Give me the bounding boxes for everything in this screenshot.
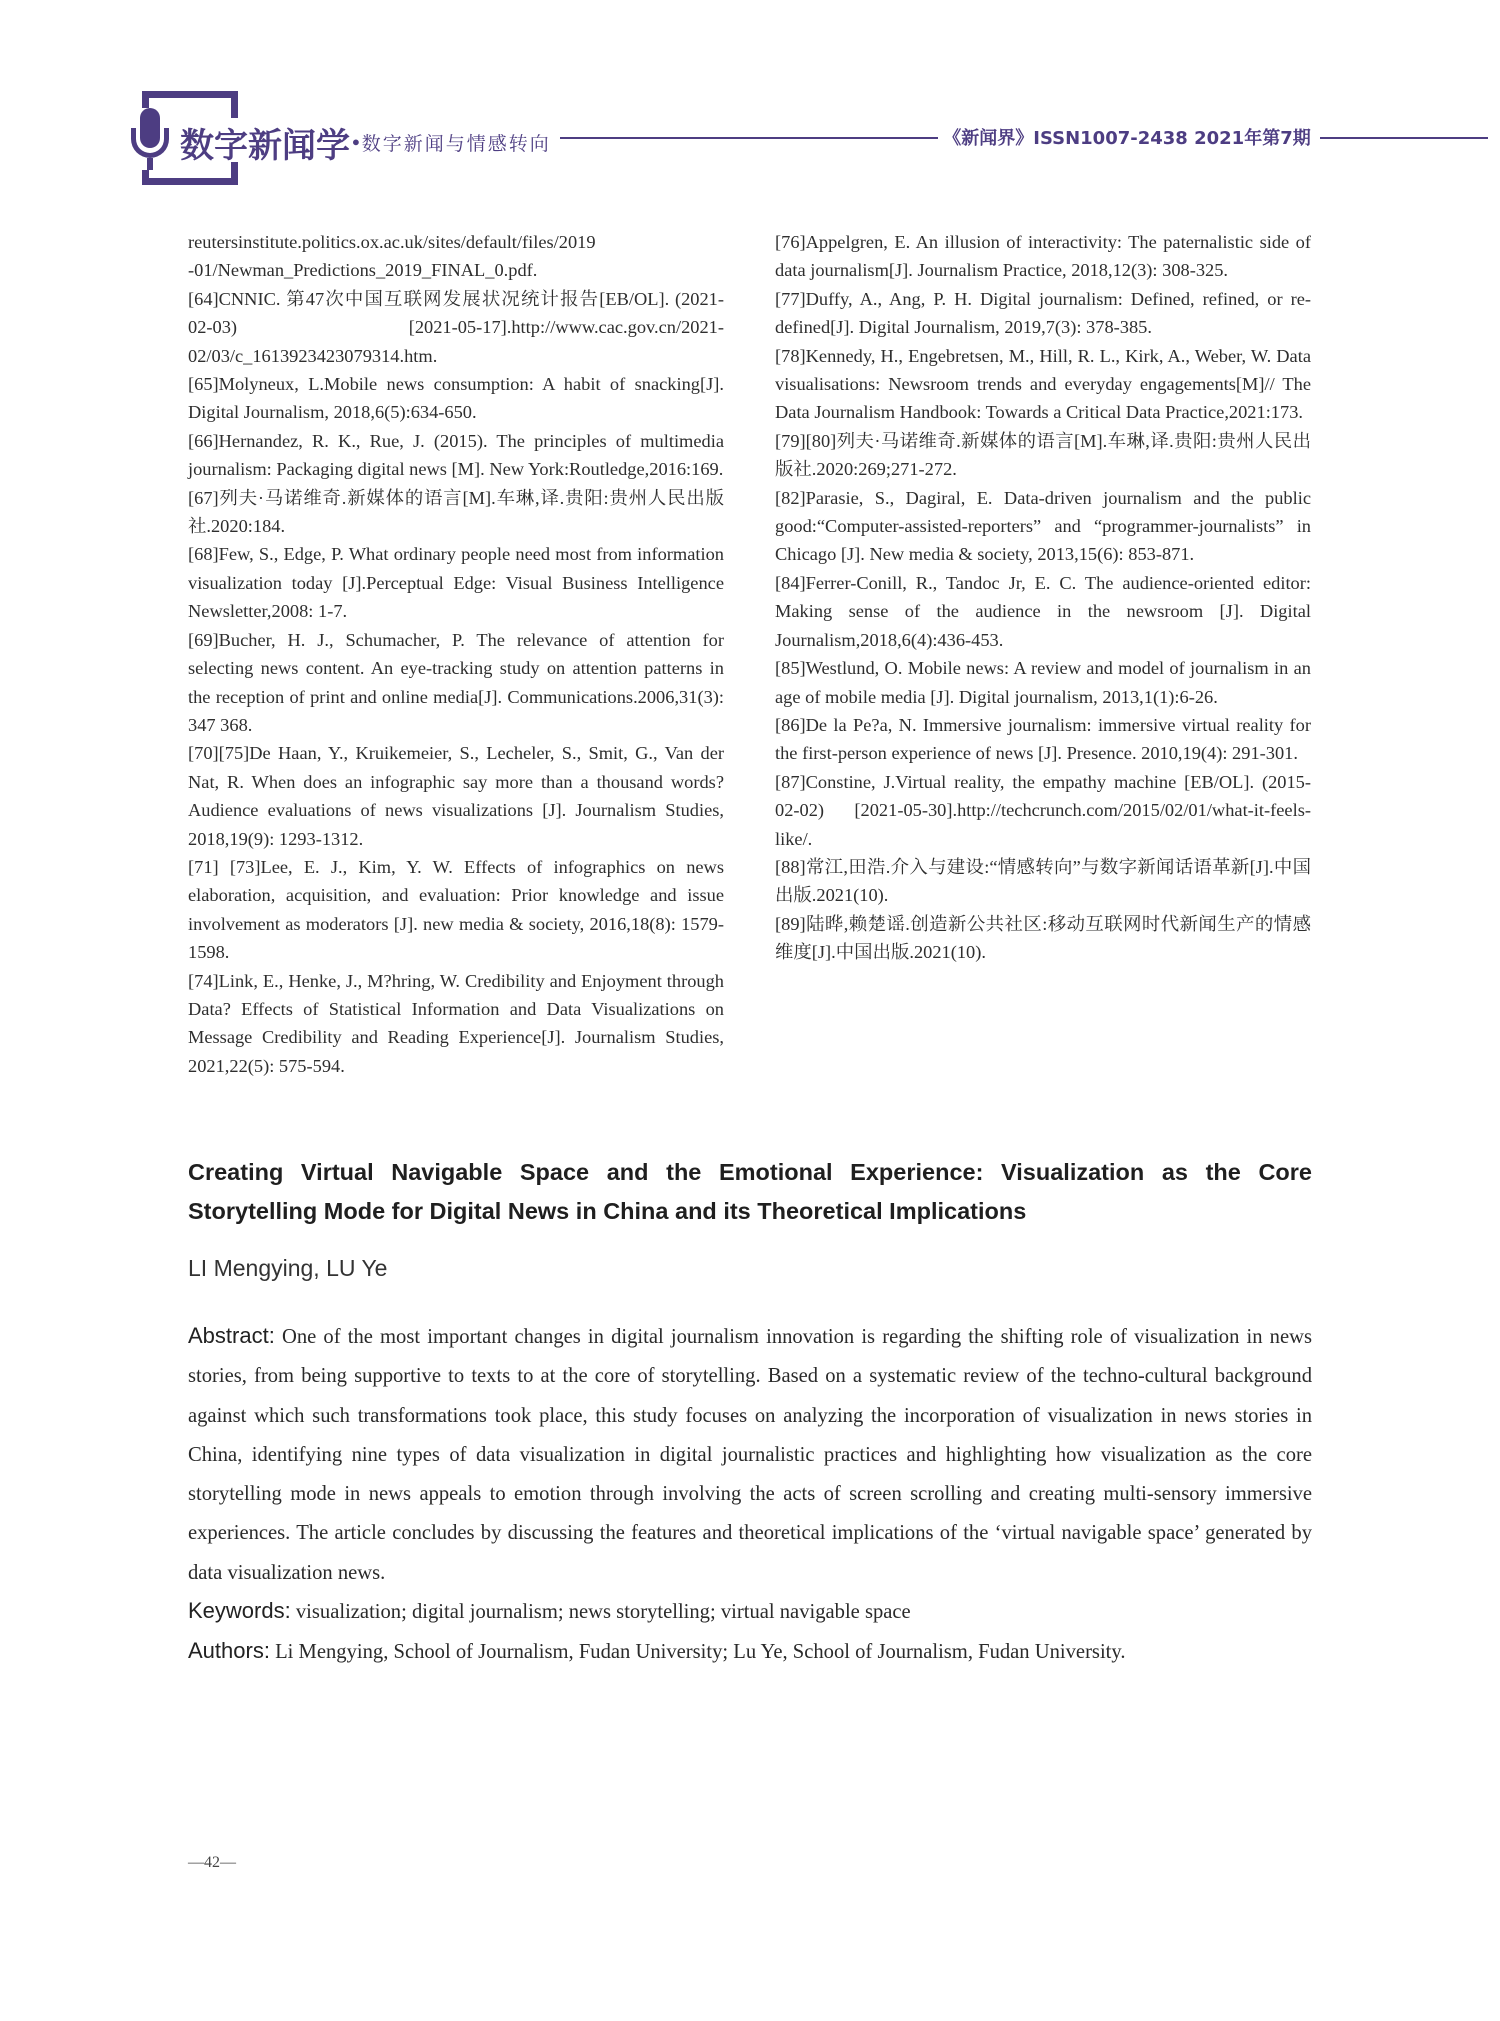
reference-item: [85]Westlund, O. Mobile news: A review and model of journalism in an age of mobile media [J]. Digital journalism, 2013,1(1):6-26. (775, 658, 1311, 707)
english-title: Creating Virtual Navigable Space and the Emotional Experience: Visualization as the Core Storytelling Mode for Digital News in China and its Theoretical Implications (188, 1159, 1312, 1224)
reference-item: [71] [73]Lee, E. J., Kim, Y. W. Effects of infographics on news elaboration, acquisition, and evaluation: Prior knowledge and issue involvement as moderators [J]. new media & society, 2016,18(8): 1579-1598. (188, 856, 724, 963)
keywords-line (188, 1591, 1312, 1632)
microphone-icon (128, 108, 172, 170)
reference-item: [82]Parasie, S., Dagiral, E. Data-driven journalism and the public good:“Computer-assisted-reporters” and “programmer-journalists” in Chicago [J]. New media & society, 2013,15(6): 853-871. (775, 487, 1311, 565)
reference-item: [64]CNNIC. 第47次中国互联网发展状况统计报告[EB/OL]. (2021-02-03) [2021-05-17].http://www.cac.gov.cn/2021-02/03/c_1613923423079314.htm. (188, 288, 724, 366)
keywords-text: visualization; digital journalism; news storytelling; virtual navigable space (295, 1601, 911, 1623)
reference-item: [77]Duffy, A., Ang, P. H. Digital journalism: Defined, refined, or re-defined[J]. Digital Journalism, 2019,7(3): 378-385. (775, 288, 1311, 338)
reference-item: [78]Kennedy, H., Engebretsen, M., Hill, R. L., Kirk, A., Weber, W. Data visualisations: Newsroom trends and everyday engagements[M]// The Data Journalism Handbook: Towards a Critical Data Practice,2021:173. (775, 345, 1311, 423)
reference-item: [79][80]列夫·马诺维奇.新媒体的语言[M].车琳,译.贵阳:贵州人民出版社.2020:269;271-272. (775, 430, 1311, 480)
section-brand: 数字新闻学 (180, 126, 350, 166)
reference-item: [84]Ferrer-Conill, R., Tandoc Jr, E. C. The audience-oriented editor: Making sense of the audience in the newsroom [J]. Digital Journalism,2018,6(4):436-453. (775, 572, 1311, 650)
references-left-column (188, 228, 724, 1080)
journal-info: 《新闻界》ISSN1007-2438 2021年第7期 (943, 128, 1311, 149)
reference-item: [68]Few, S., Edge, P. What ordinary people need most from information visualization today [J].Perceptual Edge: Visual Business Intelligence Newsletter,2008: 1-7. (188, 544, 724, 622)
english-authors: LI Mengying, LU Ye (188, 1255, 388, 1281)
reference-item: reutersinstitute.politics.ox.ac.uk/sites/default/files/2019 -01/Newman_Predictions_2019_FINAL_0.pdf. (188, 232, 596, 281)
reference-item: [87]Constine, J.Virtual reality, the empathy machine [EB/OL]. (2015-02-02) [2021-05-30].http://techcrunch.com/2015/02/01/what-it-feels-like/. (775, 771, 1311, 849)
authors-text: Li Mengying, School of Journalism, Fudan University; Lu Ye, School of Journalism, Fudan University. (275, 1641, 1126, 1663)
reference-item: [67]列夫·马诺维奇.新媒体的语言[M].车琳,译.贵阳:贵州人民出版社.2020:184. (188, 487, 724, 537)
references-right-column (775, 228, 1311, 967)
authors-label: Authors: (188, 1638, 270, 1663)
reference-item: [69]Bucher, H. J., Schumacher, P. The relevance of attention for selecting news content. An eye-tracking study on attention patterns in the reception of print and online media[J]. Communications.2006,31(3): 347 368. (188, 629, 724, 735)
section-dot: • (350, 130, 362, 155)
reference-item: [88]常江,田浩.介入与建设:“情感转向”与数字新闻话语革新[J].中国出版.2021(10). (775, 856, 1311, 906)
keywords-label: Keywords: (188, 1598, 291, 1623)
header-rule-right (1320, 137, 1488, 139)
abstract-paragraph (188, 1316, 1312, 1593)
page-number: —42— (188, 1854, 236, 1871)
section-subtitle: 数字新闻与情感转向 (361, 133, 551, 155)
authors-line (188, 1631, 1312, 1672)
reference-item: [86]De la Pe?a, N. Immersive journalism: immersive virtual reality for the first-person experience of news [J]. Presence. 2010,19(4): 291-301. (775, 714, 1311, 764)
section-title (180, 118, 557, 166)
reference-item: [70][75]De Haan, Y., Kruikemeier, S., Lecheler, S., Smit, G., Van der Nat, R. When does an infographic say more than a thousand words? Audience evaluations of news visualizations [J]. Journalism Studies, 2018,19(9): 1293-1312. (188, 743, 724, 849)
header-rule-left (560, 137, 938, 139)
reference-item: [76]Appelgren, E. An illusion of interactivity: The paternalistic side of data journalism[J]. Journalism Practice, 2018,12(3): 308-325. (775, 232, 1311, 281)
reference-item: [65]Molyneux, L.Mobile news consumption: A habit of snacking[J]. Digital Journalism, 2018,6(5):634-650. (188, 374, 724, 423)
abstract-text: One of the most important changes in digital journalism innovation is regarding the shifting role of visualization in news stories, from being supportive to texts to at the core of storytelling. Based on a systematic review of the techno-cultural background against which such transformations took place, this study focuses on analyzing the incorporation of visualization in news stories in China, identifying nine types of data visualization in digital journalistic practices and highlighting how visualization as the core storytelling mode in news appeals to emotion through involving the acts of screen scrolling and creating multi-sensory immersive experiences. The article concludes by discussing the features and theoretical implications of the ‘virtual navigable space’ generated by data visualization news. (188, 1326, 1312, 1584)
reference-item: [74]Link, E., Henke, J., M?hring, W. Credibility and Enjoyment through Data? Effects of Statistical Information and Data Visualizations on Message Credibility and Reading Experience[J]. Journalism Studies, 2021,22(5): 575-594. (188, 970, 724, 1076)
reference-item: [66]Hernandez, R. K., Rue, J. (2015). The principles of multimedia journalism: Packaging digital news [M]. New York:Routledge,2016:169. (188, 430, 724, 480)
reference-item: [89]陆晔,赖楚谣.创造新公共社区:移动互联网时代新闻生产的情感维度[J].中国出版.2021(10). (775, 913, 1311, 963)
abstract-label: Abstract: (188, 1323, 275, 1348)
